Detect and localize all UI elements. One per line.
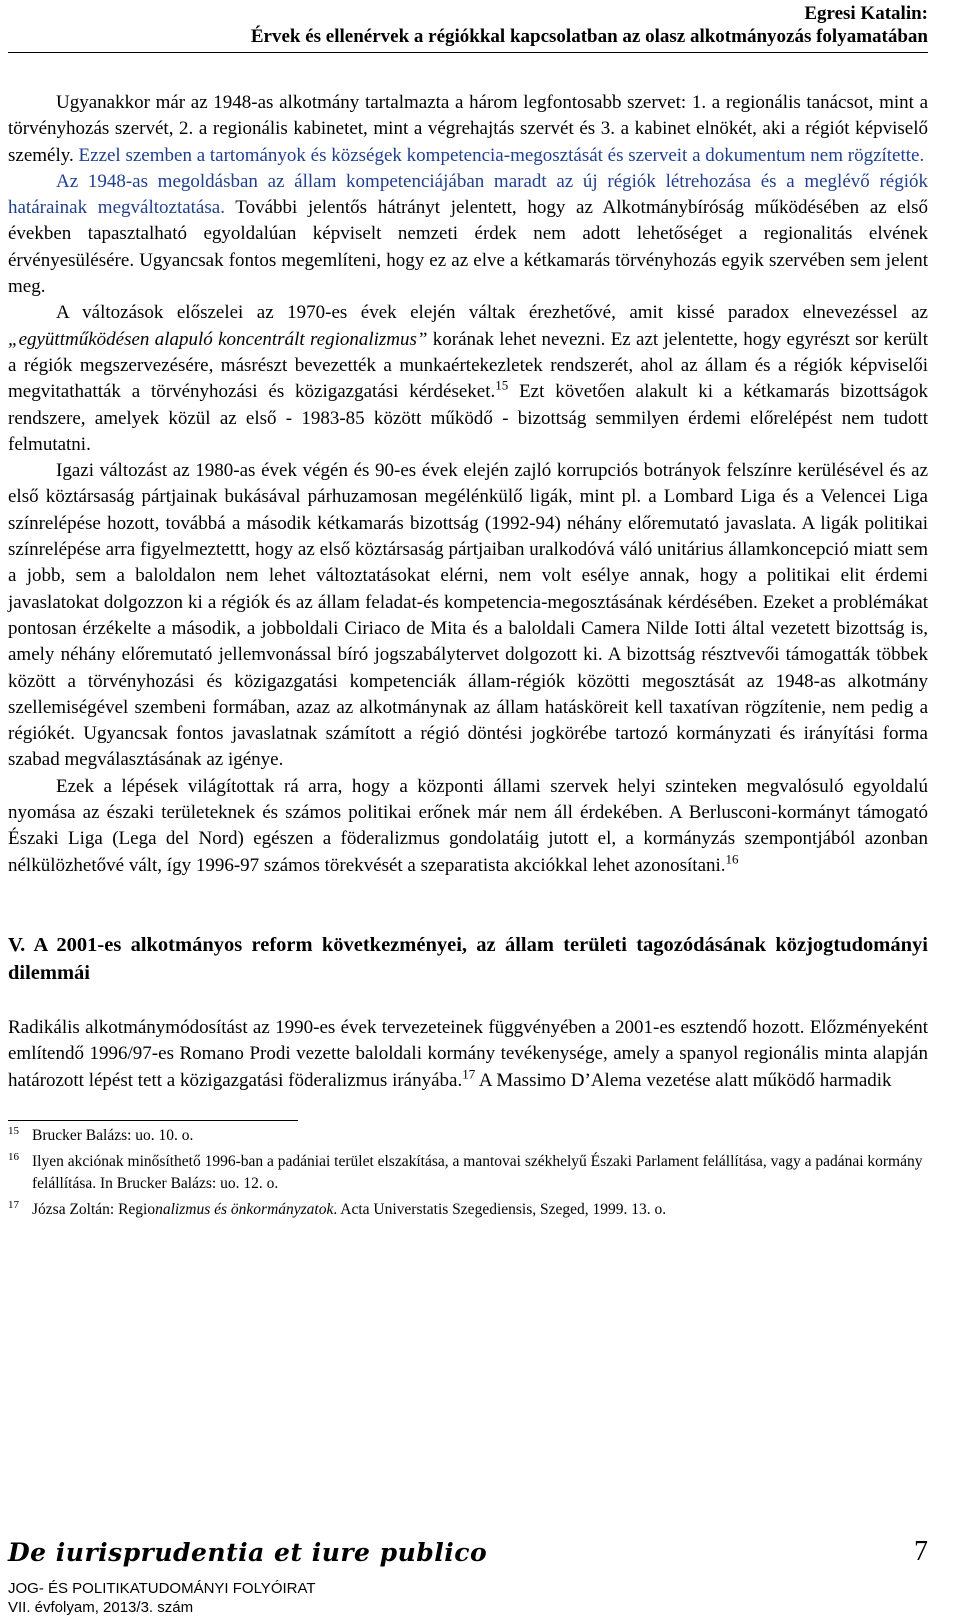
journal-name: JOG- ÉS POLITIKATUDOMÁNYI FOLYÓIRAT	[8, 1580, 316, 1597]
paragraph-5	[8, 774, 928, 879]
footnote-text-emphasis: nalizmus és önkormányzatok	[155, 1200, 334, 1218]
running-header	[8, 0, 928, 48]
footnote-ref-16[interactable]: 16	[725, 851, 739, 867]
body-text	[8, 90, 928, 1221]
paragraph-4: Igazi változást az 1980-as évek végén és 90-es évek elején zajló korrupciós botrányok felszínre kerülésével és az első köztársaság pártjainak bukásával párhuzamosan megélénkülő ligák, mint pl. a Lombard Liga és a Velencei Liga színrelépése hozott, továbbá a második kétkamarás bizottság (1992-94) néhány előremutató javaslata. A ligák politikai színrelépése arra figyelmeztettt, hogy az első köztársaság pártjaiban uralkodóvá váló unitárius államkoncepció miatt sem a jobb, sem a baloldalon nem lehet változtatásokat elérni, nem volt esélye annak, hogy a politikai elit érdemi javaslatokat dolgozzon ki a régiók és az állam feladat-és kompetencia-megosztásának kérdésében. Ezeket a problémákat pontosan érzékelte a második, a jobboldali Ciriaco de Mita és a baloldali Camera Nilde Iotti által vezetett bizottság is, amely néhány előremutató jellemvonással bíró jogszabálytervet dolgozott ki. A bizottság résztvevői támogatták többek között a törvényhozási és közigazgatási kompetenciák állam-régiók közötti megosztását az 1948-as alkotmány szellemiségével szembeni formában, azaz az alkotmánynak az állam hatásköreit kell taxatívan rögzítenie, nem pedig a régiókét. Ugyancsak fontos javaslatnak számított a régió döntési jogkörébe tartozó kormányzati és irányítási forma szabad megválasztásának az igénye.	[8, 460, 928, 771]
paragraph-6-text-b: A Massimo D’Alema vezetése alatt működő harmadik	[475, 1069, 892, 1091]
footnote-16: $^{16}$ Ilyen akciónak minősíthető 1996-ban a padániai terület elszakítása, a mantovai székhelyű Északi Parlament felállítása, vagy a padánai kormány felállítása. In Brucker Balázs: uo. 12. o.	[8, 1150, 923, 1192]
page-footer	[8, 1538, 928, 1617]
paragraph-2-text: További jelentős hátrányt jelentett, hogy az Alkotmánybíróság működésében az első években tapasztalható egyoldalúan képviselt nemzeti érdek nem adott lehetőséget a regionalitás elvének érvényesülésére. Ugyancsak fontos megemlíteni, hogy ez az elve a kétkamarás törvényhozás egyik szervében sem jelent meg.	[8, 197, 928, 298]
document-page	[8, 0, 928, 1221]
paragraph-3-emphasis: „együttműködésen alapuló koncentrált regionalizmus”	[8, 328, 428, 350]
paragraph-2	[8, 169, 928, 300]
footnote-text-b: . Acta Universtatis Szegediensis, Szeged, 1999. 13. o.	[333, 1200, 667, 1218]
header-title: Érvek és ellenérvek a régiókkal kapcsolatban az olasz alkotmányozás folyamatában	[250, 26, 928, 47]
journal-script-title: De iurisprudentia et iure publico	[8, 1538, 488, 1567]
header-author: Egresi Katalin:	[804, 3, 928, 24]
paragraph-2-linked-text: Az 1948-as megoldásban az állam kompetenciájában maradt az új régiók létrehozása és a meglévő régiók határainak megváltoztatása.	[8, 170, 928, 219]
paragraph-3	[8, 300, 928, 458]
paragraph-3-text-c: Ezt követően alakult ki a kétkamarás bizottságok rendszere, amelyek közül az első - 1983-85 között működő - bizottság semmilyen érdemi előrelépést nem tudott felmutatni.	[8, 381, 928, 455]
footnote-text: Ilyen akciónak minősíthető 1996-ban a padániai terület elszakítása, a mantovai székhelyű Északi Parlament felállítása, vagy a padánai kormány felállítása. In Brucker Balázs: uo. 12. o.	[32, 1152, 923, 1192]
paragraph-1-linked-text: Ezzel szemben a tartományok és községek kompetencia-megosztását és szerveit a dokumentum nem rögzítette.	[73, 144, 925, 166]
paragraph-1-text: Ugyanakkor már az 1948-as alkotmány tartalmazta a három legfontosabb szervet: 1. a regionális tanácsot, mint a törvényhozás szervét, 2. a regionális kabinetet, mint a végrehajtás szervét és 3. a kabinet elnökét, aki a régiót képviselő személy.	[8, 92, 928, 166]
header-rule	[8, 52, 928, 53]
paragraph-3-text-b: korának lehet nevezni. Ez azt jelentette, hogy egyrészt sor került a régiók megszervezésére, másrészt bevezették a munkaértekezletek rendszerét, ahol az állam és a régiók képviselői megvitathatták a törvényhozási és közigazgatási kérdéseket.	[8, 328, 928, 403]
paragraph-3-text-a: A változások előszelei az 1970-es évek elején váltak érezhetővé, amit kissé paradox elnevezéssel az	[56, 302, 928, 324]
footnote-separator	[8, 1120, 298, 1121]
footnote-text-a: Józsa Zoltán: Regio	[32, 1200, 156, 1218]
footnote-ref-17[interactable]: 17	[462, 1066, 476, 1082]
paragraph-6-text-a: Radikális alkotmánymódosítást az 1990-es évek tervezeteinek függvényében a 2001-es esztendő hozott. Előzményeként említendő 1996/97-es Romano Prodi vezette baloldali kormány tevékenysége, amely a spanyol regionális minta alapján határozott lépést tett a közigazgatási föderalizmus irányába.	[8, 1016, 928, 1091]
footnote-ref-15[interactable]: 15	[495, 377, 509, 393]
footnote-17: $^{17}$ Józsa Zoltán: Regionalizmus és önkormányzatok. Acta Universtatis Szegediensis, Szeged, 1999. 13. o.	[8, 1198, 667, 1218]
paragraph-5-text: Ezek a lépések világítottak rá arra, hogy a központi állami szervek helyi szinteken megvalósuló egyoldalú nyomása az északi területeknek és számos politikai erőnek már nem áll érdekében. A Berlusconi-kormányt támogató Északi Liga (Lega del Nord) egészen a föderalizmus gondolatáig jutott el, a kormányzás szempontjából azonban nélkülözhetővé vált, így 1996-97 számos törekvését a szeparatista akciókkal lehet azonosítani.	[8, 775, 928, 876]
paragraph-6	[8, 1015, 928, 1094]
footnote-text: Brucker Balázs: uo. 10. o.	[32, 1126, 194, 1144]
footnote-15: $^{15}$ Brucker Balázs: uo. 10. o.	[8, 1124, 194, 1144]
paragraph-1	[8, 90, 928, 169]
page-number: 7	[914, 1536, 928, 1567]
journal-issue: VII. évfolyam, 2013/3. szám	[8, 1599, 194, 1616]
section-title: V. A 2001-es alkotmányos reform következményei, az állam területi tagozódásának közjogtudományi dilemmái	[8, 933, 928, 984]
